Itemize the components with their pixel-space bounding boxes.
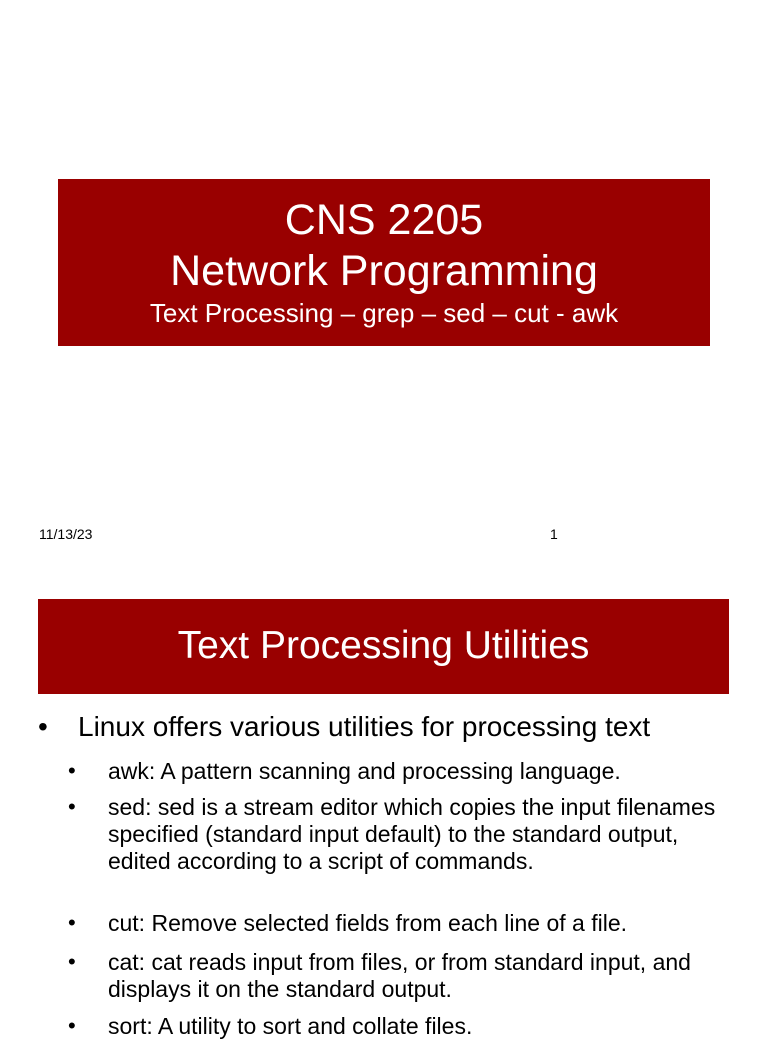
sub-bullet-text: cat: cat reads input from files, or from standard input, and displays it on the standard output. bbox=[108, 949, 691, 1002]
bullet-icon: • bbox=[38, 711, 48, 742]
course-code: CNS 2205 bbox=[284, 196, 484, 244]
bullet-icon: • bbox=[68, 910, 76, 935]
course-title: Network Programming bbox=[170, 247, 598, 295]
slide-title: Text Processing Utilities bbox=[177, 624, 590, 667]
bullet-text: Linux offers various utilities for processing text bbox=[78, 711, 651, 742]
slide-subtitle: Text Processing – grep – sed – cut - awk bbox=[149, 298, 619, 328]
bullet-icon: • bbox=[68, 758, 76, 783]
sub-bullet-text: cut: Remove selected fields from each line of a file. bbox=[108, 910, 628, 936]
sub-bullet-text: sed: sed is a stream editor which copies the input filenames specified (standard input default) to the standard output, edited according to a script of commands. bbox=[108, 794, 716, 874]
bullet-icon: • bbox=[68, 794, 76, 819]
slide-date: 11/13/23 bbox=[39, 526, 93, 542]
sub-bullet-text: awk: A pattern scanning and processing language. bbox=[108, 758, 621, 784]
title-box bbox=[38, 599, 729, 694]
bullet-icon: • bbox=[68, 1013, 76, 1038]
sub-bullet-text: sort: A utility to sort and collate files. bbox=[108, 1013, 473, 1039]
page-number: 1 bbox=[550, 526, 558, 542]
bullet-icon: • bbox=[68, 949, 76, 974]
